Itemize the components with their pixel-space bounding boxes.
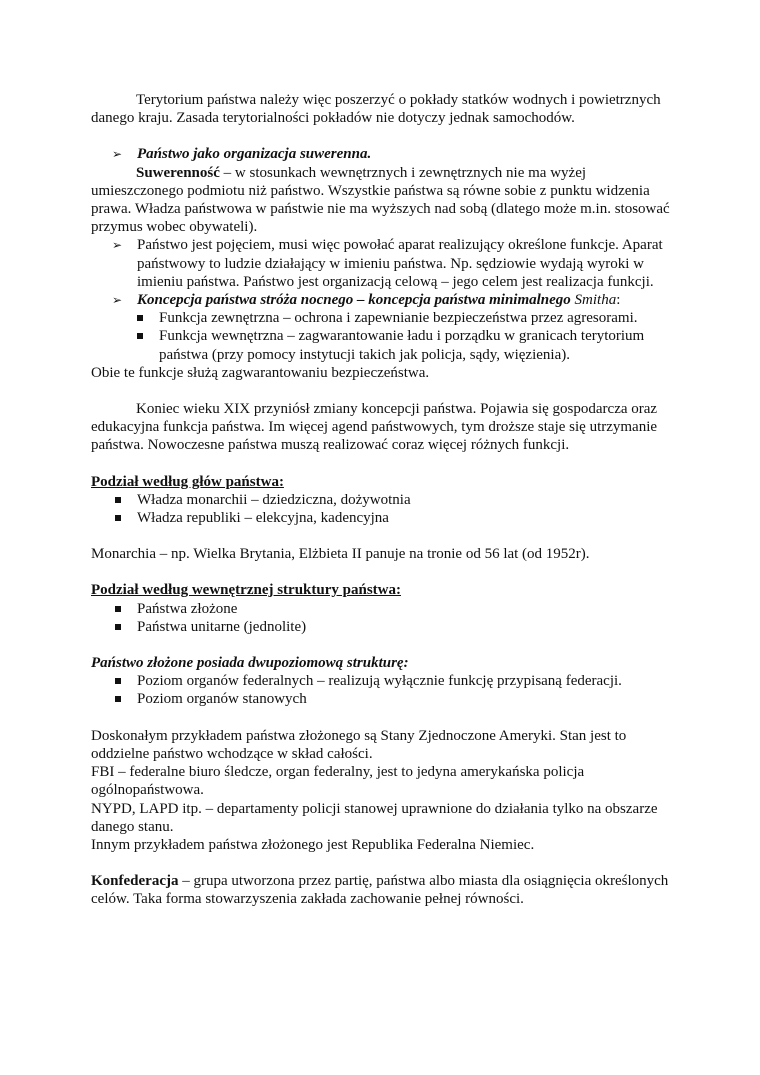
square-bullet-icon [115, 678, 121, 684]
sovereignty-definition: – w stosunkach wewnętrznych i zewnętrznych nie ma wyżej umieszczonego podmiotu niż państwo. Wszystkie państwa są równe sobie z punktu widzenia prawa. Władza państwowa w państwie nie ma wyższych nad sobą (dlatego może m.in. stosować przymus wobec obywateli). [91, 164, 670, 236]
heads-list [91, 491, 681, 527]
square-bullet-icon [137, 315, 143, 321]
arrow-item-night-watchman [91, 291, 681, 309]
paragraph-monarchy: Monarchia – np. Wielka Brytania, Elżbieta II panuje na tronie od 56 lat (od 1952r). [91, 546, 590, 563]
paragraph-usa: Doskonałym przykładem państwa złożonego są Stany Zjednoczone Ameryki. Stan jest to oddzielne państwo wchodzące w skład całości. [91, 727, 627, 762]
paragraph-xix-century: Koniec wieku XIX przyniósł zmiany koncepcji państwa. Pojawia się gospodarcza oraz edukacyjna funkcja państwa. Im więcej agend państwowych, tym droższe staje się utrzymanie państwa. Nowoczesne państwa muszą realizować coraz więcej różnych funkcji. [91, 401, 658, 454]
arrow-bullet-icon: ➢ [112, 147, 123, 162]
list-item: Władza monarchii – dziedziczna, dożywotnia [91, 491, 681, 509]
square-bullet-icon [115, 606, 121, 612]
paragraph-sovereignty [91, 164, 681, 237]
square-bullet-icon [115, 497, 121, 503]
list-item: Funkcja wewnętrzna – zagwarantowanie ładu i porządku w granicach terytorium państwa (przy pomocy instytucji takich jak policja, sądy, więzienia). [91, 327, 681, 363]
paragraph-confederation [91, 872, 681, 908]
term-confederation: Konfederacja [91, 873, 179, 890]
colon: : [616, 292, 621, 309]
arrow-item-sovereign [91, 145, 681, 163]
heading-sovereign: Państwo jako organizacja suwerenna. [137, 146, 372, 163]
document-page [91, 91, 681, 909]
paragraph-nypd: NYPD, LAPD itp. – departamenty policji stanowej uprawnione do działania tylko na obszarze danego stanu. [91, 800, 658, 835]
paragraph-rfn: Innym przykładem państwa złożonego jest Republika Federalna Niemiec. [91, 836, 535, 853]
smith-name: Smitha [574, 292, 617, 309]
structure-list [91, 600, 681, 636]
list-item: Funkcja zewnętrzna – ochrona i zapewnianie bezpieczeństwa przez agresorami. [91, 309, 681, 327]
list-item: Państwa unitarne (jednolite) [91, 618, 681, 636]
paragraph-fbi: FBI – federalne biuro śledcze, organ federalny, jest to jedyna amerykańska policja ogólnopaństwowa. [91, 764, 585, 799]
square-bullet-icon [137, 333, 143, 339]
confederation-definition: – grupa utworzona przez partię, państwa albo miasta dla osiągnięcia określonych celów. Taka forma stowarzyszenia zakłada zachowanie pełnej równości. [91, 873, 669, 908]
heading-compound-state: Państwo złożone posiada dwupoziomową strukturę: [91, 655, 409, 672]
heading-heads-of-state: Podział według głów państwa: [91, 473, 284, 490]
square-bullet-icon [115, 696, 121, 702]
heading-internal-structure: Podział według wewnętrznej struktury państwa: [91, 582, 401, 599]
apparatus-text: Państwo jest pojęciem, musi więc powołać aparat realizujący określone funkcje. Aparat państwowy to ludzie działający w imieniu państwa. Np. sędziowie wydają wyroki w imieniu państwa. Państwo jest organizacją celową – jego celem jest realizacja funkcji. [137, 237, 663, 290]
arrow-bullet-icon: ➢ [112, 293, 123, 308]
term-sovereignty: Suwerenność [136, 164, 220, 181]
arrow-item-apparatus [91, 236, 681, 291]
paragraph-territory: Terytorium państwa należy więc poszerzyć o pokłady statków wodnych i powietrznych danego kraju. Zasada terytorialności pokładów nie dotyczy jednak samochodów. [91, 92, 661, 127]
levels-list [91, 672, 681, 708]
arrow-bullet-icon: ➢ [112, 238, 123, 253]
square-bullet-icon [115, 624, 121, 630]
square-bullet-icon [115, 515, 121, 521]
list-item: Poziom organów stanowych [91, 690, 681, 708]
functions-list [91, 309, 681, 364]
paragraph-both-functions: Obie te funkcje służą zagwarantowaniu bezpieczeństwa. [91, 364, 430, 381]
list-item: Państwa złożone [91, 600, 681, 618]
list-item: Władza republiki – elekcyjna, kadencyjna [91, 509, 681, 527]
list-item: Poziom organów federalnych – realizują wyłącznie funkcję przypisaną federacji. [91, 672, 681, 690]
heading-night-watchman: Koncepcja państwa stróża nocnego – koncepcja państwa minimalnego [137, 292, 575, 309]
